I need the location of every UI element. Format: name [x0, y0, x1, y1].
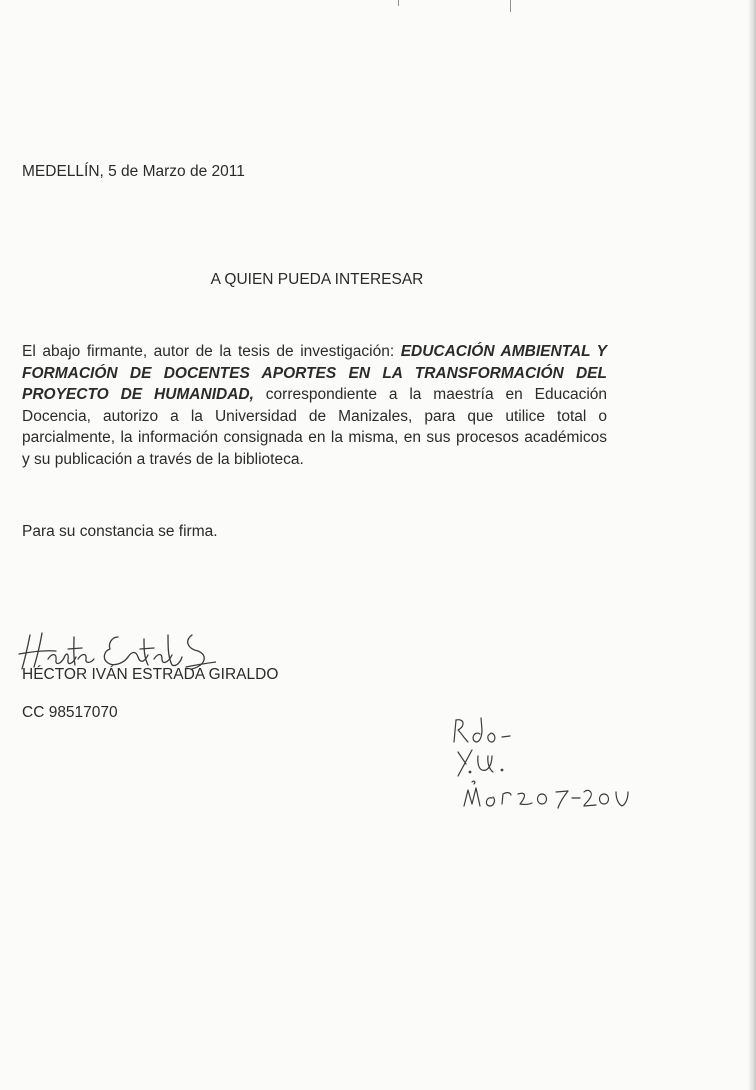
- thesis-title: EDUCACIÓN AMBIENTAL Y FORMACIÓN DE DOCENTES APORTES EN LA TRANSFORMACIÓN DEL PROYECTO DE HUMANIDAD,: [22, 343, 607, 404]
- letter-closing: Para su constancia se firma.: [22, 523, 218, 540]
- letter-date: MEDELLÍN, 5 de Marzo de 2011: [22, 163, 245, 180]
- body-intro: El abajo firmante, autor de la tesis de investigación:: [22, 343, 401, 360]
- handwritten-receipt-note: [444, 712, 634, 822]
- scan-mark: [398, 0, 399, 6]
- letter-heading: A QUIEN PUEDA INTERESAR: [210, 271, 424, 288]
- scan-mark: [510, 0, 511, 12]
- signer-id: CC 98517070: [22, 704, 118, 721]
- letter-body: [22, 341, 607, 471]
- scan-edge-shadow: [748, 0, 756, 1090]
- signer-name: HÉCTOR IVÁN ESTRADA GIRALDO: [22, 666, 279, 683]
- body-rest: correspondiente a la maestría en Educación Docencia, autorizo a la Universidad de Manizales, para que utilice total o parcialmente, la información consignada en la misma, en sus procesos académicos y su publicación a través de la biblioteca.: [22, 386, 607, 468]
